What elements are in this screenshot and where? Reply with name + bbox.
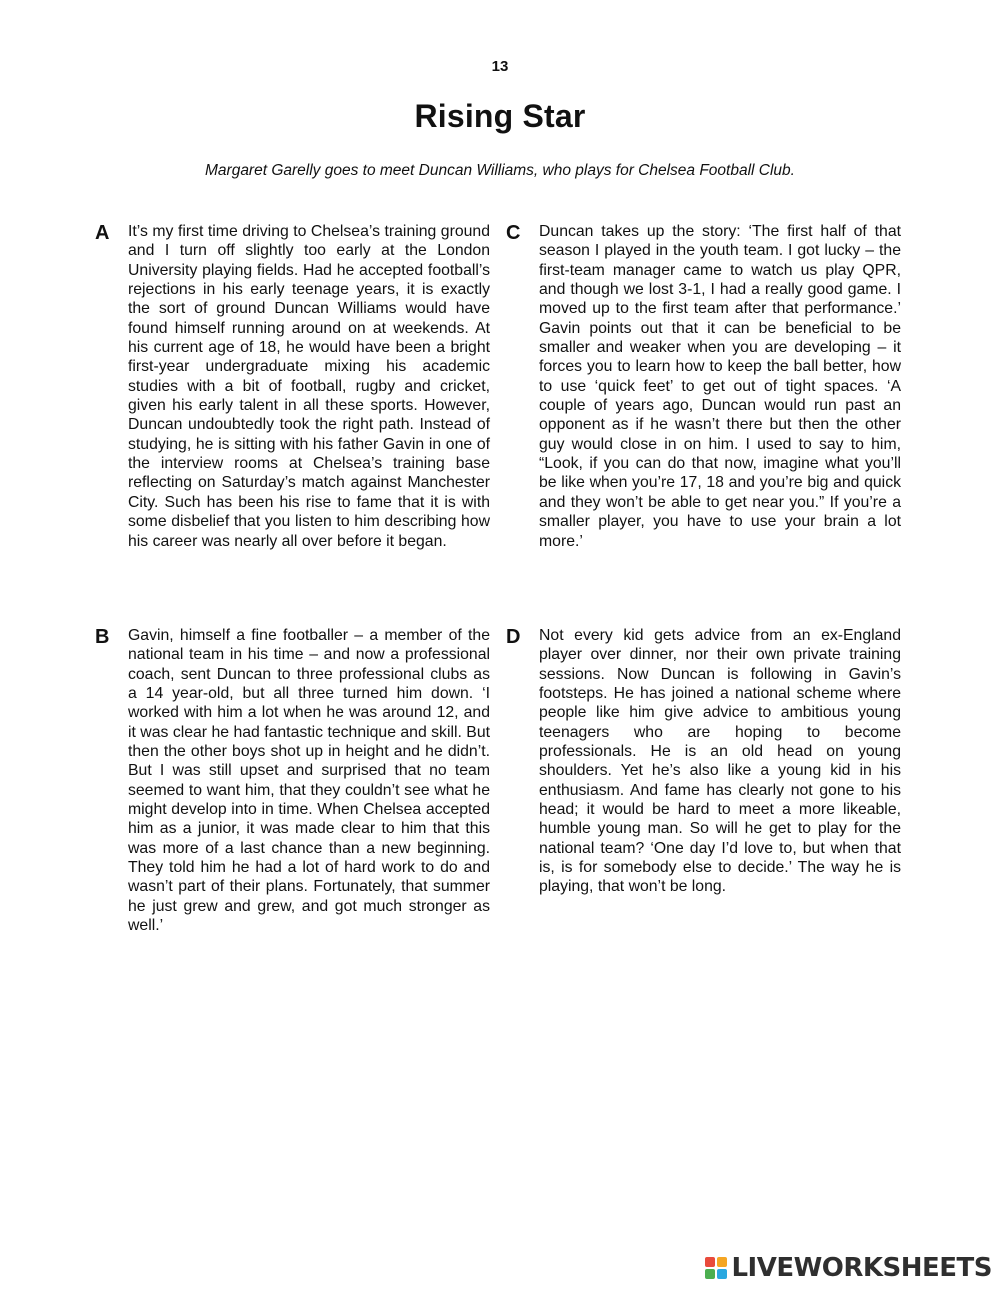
section-text: It’s my first time driving to Chelsea’s training ground and I turn off slightly too early at the London University playing fields. Had he accepted football’s rejections in his early teenage years, it is exactly the sort of ground Duncan Williams would have found himself running around on at weekends. At his current age of 18, he would have been a bright first-year undergraduate mixing his academic studies with a bit of football, rugby and cricket, given his early talent in all these sports. However, Duncan undoubtedly took the right path. Instead of studying, he is sitting with his father Gavin in one of the interview rooms at Chelsea’s training base reflecting on Saturday’s match against Manchester City. Such has been his rise to fame that it is with some disbelief that you listen to him describing how his career was nearly all over before it began. bbox=[128, 223, 490, 550]
section-text: Not every kid gets advice from an ex-England player over dinner, nor their own private training sessions. Now Duncan is following in Gavin’s footsteps. He has joined a national scheme where people like him give advice to ambitious young teenagers who are hoping to become professionals. He is an old head on young shoulders. Yet he’s also like a young kid in his enthusiasm. And fame has clearly not gone to his head; it would be hard to meet a more likeable, humble young man. So will he get to play for the national team? ‘One day I’d love to, but when that is, is for somebody else to decide.’ The way he is playing, that won’t be long. bbox=[539, 627, 901, 896]
logo-square-blue bbox=[717, 1269, 727, 1279]
section-letter: D bbox=[506, 626, 521, 648]
section-text: Duncan takes up the story: ‘The first half of that season I played in the youth team. I got lucky – the first-team manager came to watch us play QPR, and though we lost 3-1, I had a really good game. I moved up to the first team after that performance.’ Gavin points out that it can be beneficial to be smaller and weaker when you are developing – it forces you to learn how to keep the ball better, how to use ‘quick feet’ to get out of tight spaces. ‘A couple of years ago, Duncan would run past an opponent as if he wasn’t there but then the other guy would close in on him. I used to say to him, “Look, if you can do that now, imagine what you’ll be like when you’re 17, 18 and you’re big and quick and they won’t be able to get near you.” If you’re a smaller player, you have to use your brain a lot more.’ bbox=[539, 223, 901, 550]
logo-square-green bbox=[705, 1269, 715, 1279]
page-subtitle: Margaret Garelly goes to meet Duncan Williams, who plays for Chelsea Football Club. bbox=[205, 162, 795, 179]
section-letter: C bbox=[506, 222, 521, 244]
logo-square-red bbox=[705, 1257, 715, 1267]
page-title: Rising Star bbox=[414, 98, 586, 134]
liveworksheets-logo-icon bbox=[705, 1257, 727, 1279]
section-text: Gavin, himself a fine footballer – a member of the national team in his time – and now a professional coach, sent Duncan to three professional clubs as a 14 year-old, but all three turned him down. ‘I worked with him a lot when he was around 12, and it was clear he had fantastic technique and skill. But then the other boys shot up in height and he didn’t. But I was still upset and surprised that no team seemed to want him, that they couldn’t see what he might develop into in time. When Chelsea accepted him as a junior, it was made clear to him that this was more of a last chance than a new beginning. They told him he had a lot of hard work to do and wasn’t part of their plans. Fortunately, that summer he just grew and grew, and got much stronger as well.’ bbox=[128, 627, 490, 935]
section-letter: A bbox=[95, 222, 110, 244]
brand-name: LIVEWORKSHEETS bbox=[731, 1253, 992, 1283]
section-letter: B bbox=[95, 626, 110, 648]
logo-square-orange bbox=[717, 1257, 727, 1267]
brand-logo[interactable] bbox=[705, 1253, 992, 1283]
page-number: 13 bbox=[491, 58, 509, 75]
